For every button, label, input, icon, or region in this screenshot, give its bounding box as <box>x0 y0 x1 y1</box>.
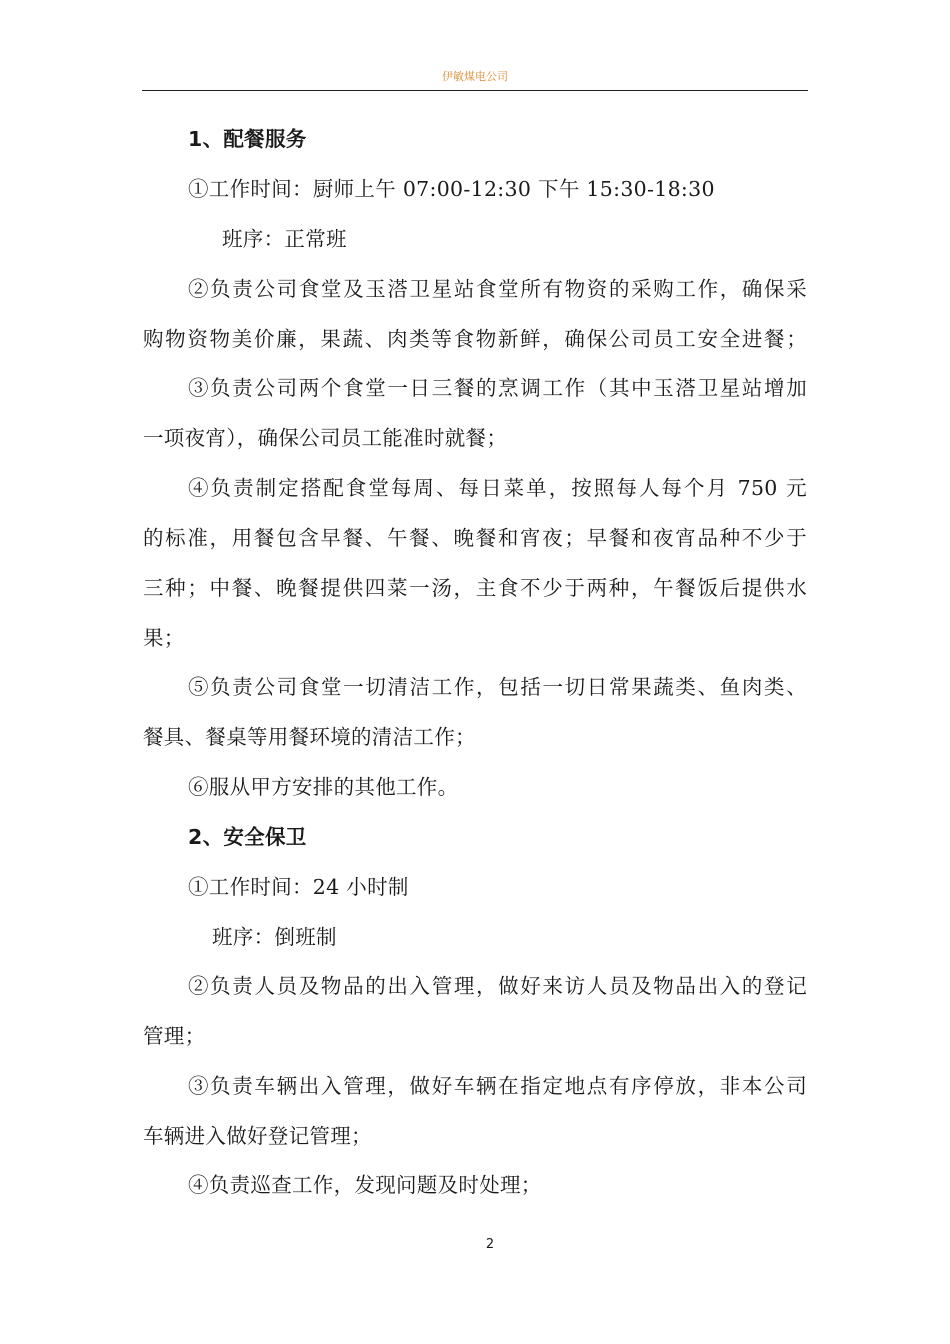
paragraph-line: ⑤负责公司食堂一切清洁工作，包括一切日常果蔬类、鱼肉类、 <box>188 675 807 699</box>
header-company-name: 伊敏煤电公司 <box>442 70 508 83</box>
paragraph-line: 车辆进入做好登记管理； <box>143 1124 372 1148</box>
work-time-line: ①工作时间：厨师上午 07:00-12:30 下午 15:30-18:30 <box>188 177 715 201</box>
page-header <box>142 62 808 91</box>
paragraph-line: 管理； <box>143 1024 206 1048</box>
paragraph-line: ③负责公司两个食堂一日三餐的烹调工作（其中玉溚卫星站增加 <box>188 376 807 400</box>
paragraph-line: 一项夜宵），确保公司员工能准时就餐； <box>143 426 508 450</box>
paragraph-line: 三种；中餐、晚餐提供四菜一汤，主食不少于两种，午餐饭后提供水 <box>143 576 807 600</box>
paragraph-line: ⑥服从甲方安排的其他工作。 <box>188 775 459 799</box>
paragraph-line: ④负责巡查工作，发现问题及时处理； <box>188 1173 542 1197</box>
paragraph-line: 的标准，用餐包含早餐、午餐、晚餐和宵夜；早餐和夜宵品种不少于 <box>143 526 807 550</box>
paragraph-line: ②负责公司食堂及玉溚卫星站食堂所有物资的采购工作，确保采 <box>188 277 807 301</box>
shift-line: 班序：倒班制 <box>212 925 337 949</box>
work-time-line: ①工作时间：24 小时制 <box>188 875 409 899</box>
section-heading: 1、配餐服务 <box>188 127 307 151</box>
paragraph-line: 购物资物美价廉，果蔬、肉类等食物新鲜，确保公司员工安全进餐； <box>143 327 807 351</box>
paragraph-line: 果； <box>143 626 185 650</box>
section-heading: 2、安全保卫 <box>188 825 307 849</box>
paragraph-line: ④负责制定搭配食堂每周、每日菜单，按照每人每个月 750 元 <box>188 476 807 500</box>
paragraph-line: ②负责人员及物品的出入管理，做好来访人员及物品出入的登记 <box>188 974 807 998</box>
paragraph-line: 餐具、餐桌等用餐环境的清洁工作； <box>143 725 476 749</box>
paragraph-line: ③负责车辆出入管理，做好车辆在指定地点有序停放，非本公司 <box>188 1074 807 1098</box>
page-number: 2 <box>485 1237 495 1252</box>
shift-line: 班序：正常班 <box>222 227 347 251</box>
